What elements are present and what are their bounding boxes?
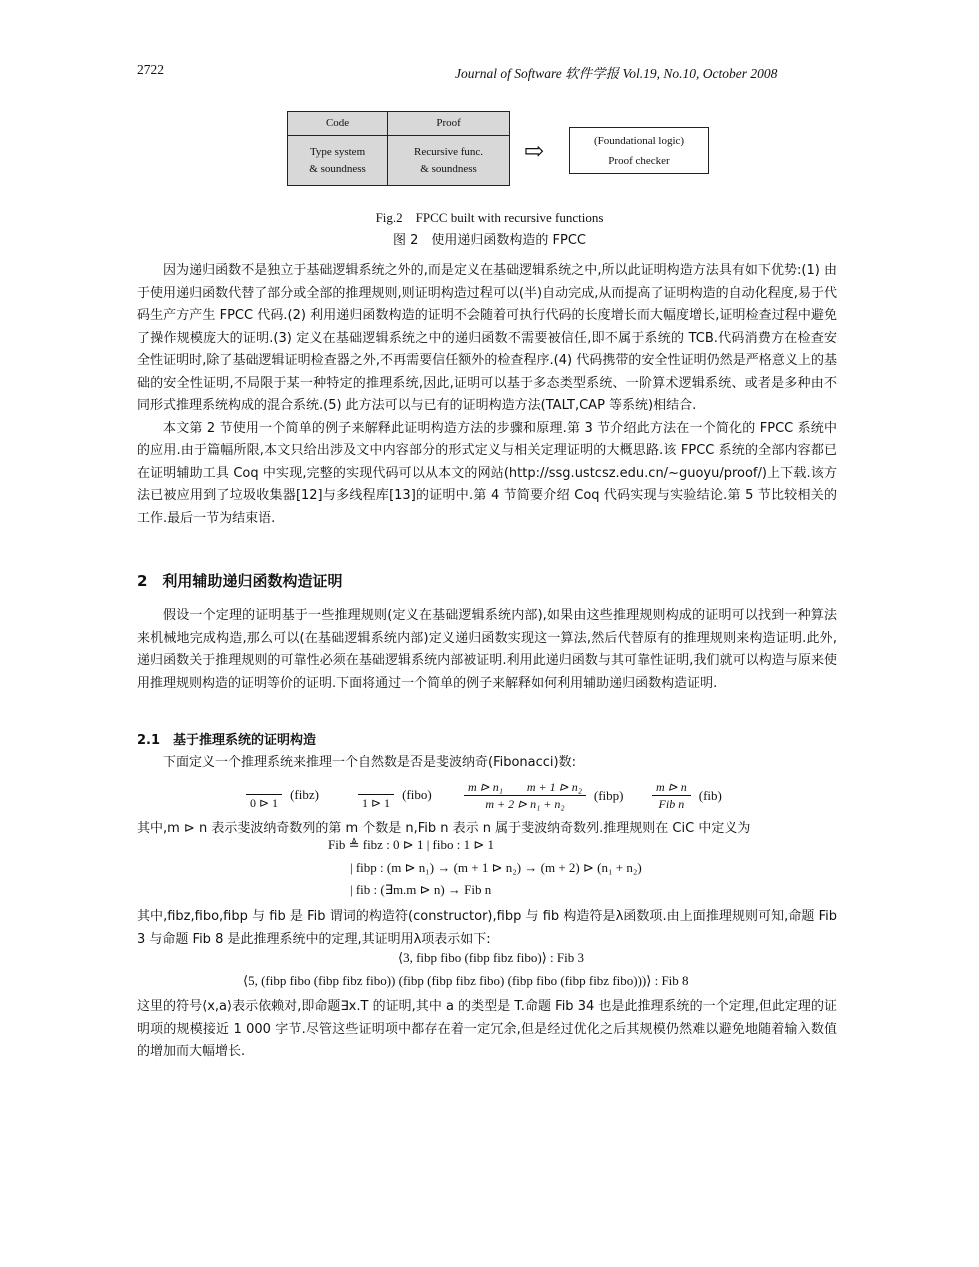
paragraph-section-2: 假设一个定理的证明基于一些推理规则(定义在基础逻辑系统内部),如果由这些推理规则构成的证明可以找到一种算法来机械地完成构造,那么可以(在基础逻辑系统内部)定义递归函数实现这一算法,然后代替原有的推理规则来构造证明.此外,递归函数关于推理规则的可靠性必须在基础逻辑系统内部被证明.利用此递归函数与其可靠性证明,我们就可以构造与原来使用推理规则构造的证明等价的证明.下面将通过一个简单的例子来解释如何利用辅助递归函数构造证明. bbox=[137, 608, 837, 691]
table-header-code: Code bbox=[288, 112, 388, 136]
type-system-line2: & soundness bbox=[309, 162, 366, 175]
recursive-line2: & soundness bbox=[420, 162, 477, 175]
body-paragraphs bbox=[137, 260, 837, 530]
rule-fibp-name: (fibp) bbox=[593, 787, 624, 803]
rule-fibz-premise bbox=[246, 779, 282, 795]
after-definition-text bbox=[137, 906, 837, 951]
proof-checker-box bbox=[569, 127, 709, 174]
rule-fibz-conclusion: 0 ⊳ 1 bbox=[250, 796, 279, 810]
paragraph-advantages: 因为递归函数不是独立于基础逻辑系统之外的,而是定义在基础逻辑系统之中,所以此证明构造方法具有如下优势:(1) 由于使用递归函数代替了部分或全部的推理规则,则证明构造过程可以(半)自动完成,从而提高了证明构造的自动化程度,易于代码生产方产生 FPCC 代码.(2) 利用递归函数构造的证明不会随着可执行代码的长度增长而大幅度增长,证明检查过程中避免了操作规模庞大的证明.(3) 定义在基础逻辑系统之中的递归函数不需要被信任,即不属于系统的 TCB.代码消费方在检查安全性证明时,除了基础逻辑证明检查器之外,不再需要信任额外的检查程序.(4) 代码携带的安全性证明仍然是严格意义上的基础的安全性证明,不局限于某一种特定的推理系统,因此,证明可以基于多态类型系统、一阶算术逻辑系统、或者是多种由不同形式推理系统构成的混合系统.(5) 此方法可以与已有的证明构造方法(TALT,CAP 等系统)相结合. bbox=[137, 263, 837, 413]
rule-fib-name: (fib) bbox=[698, 787, 722, 803]
figure-caption-en: Fig.2 FPCC built with recursive functions bbox=[375, 210, 604, 225]
rule-fib-conclusion: Fib n bbox=[658, 797, 685, 811]
figure-table bbox=[287, 111, 510, 186]
page-number: 2722 bbox=[137, 62, 164, 77]
type-system-line1: Type system bbox=[309, 145, 366, 158]
rule-fibz-name: (fibz) bbox=[290, 787, 319, 802]
rule-fibp-fraction bbox=[464, 779, 586, 812]
rule-fibo bbox=[358, 779, 432, 811]
section-2-body bbox=[137, 605, 837, 695]
paragraph-intro: 下面定义一个推理系统来推理一个自然数是否是斐波纳奇(Fibonacci)数: bbox=[163, 755, 576, 770]
rule-fibo-conclusion: 1 ⊳ 1 bbox=[362, 796, 391, 810]
rule-fibz bbox=[246, 779, 319, 811]
rule-fibo-fraction bbox=[358, 779, 394, 811]
closing-text bbox=[137, 996, 837, 1064]
figure-caption-zh: 图 2 使用递归函数构造的 FPCC bbox=[392, 233, 586, 248]
table-cell-recursive bbox=[388, 136, 510, 186]
proof-fib3: ⟨3, fibp fibo (fibp fibz fibo)⟩ : Fib 3 bbox=[398, 950, 584, 965]
rule-fibp-premise: m ⊳ n₁ m + 1 ⊳ n₂ bbox=[464, 779, 586, 796]
paragraph-after-definition: 其中,fibz,fibo,fibp 与 fib 是 Fib 谓词的构造符(constructor),fibp 与 fib 构造符是λ函数项.由上面推理规则可知,命题 Fib 3 与命题 Fib 8 是此推理系统中的定理,其证明用λ项表示如下: bbox=[137, 909, 837, 947]
recursive-line1: Recursive func. bbox=[414, 145, 484, 158]
checker-line2: Proof checker bbox=[608, 155, 670, 167]
section-2-1-intro bbox=[137, 752, 837, 775]
proof-fib8: ⟨5, (fibp fibo (fibp fibz fibo)) (fibp (fibp fibz fibo) (fibp fibo (fibp fibz fibo)))⟩ : Fib 8 bbox=[243, 973, 689, 988]
paragraph-outline: 本文第 2 节使用一个简单的例子来解释此证明构造方法的步骤和原理.第 3 节介绍此方法在一个简化的 FPCC 系统中的应用.由于篇幅所限,本文只给出涉及文中内容部分的形式定义与相关定理证明的大概思路.该 FPCC 系统的全部内容都已在证明辅助工具 Coq 中实现,完整的实现代码可以从本文的网站(http://ssg.ustcsz.edu.cn/~guoyu/proof/)上下载.该方法已被应用到了垃圾收集器[12]与多线程库[13]的证明中.第 4 节简要介绍 Coq 代码实现与实验结论.第 5 节比较相关的工作.最后一节为结束语. bbox=[137, 420, 837, 526]
paragraph-closing: 这里的符号⟨x,a⟩表示依赖对,即命题∃x.T 的证明,其中 a 的类型是 T.命题 Fib 34 也是此推理系统的一个定理,但此定理的证明项的规模接近 1 000 字节.尽管这些证明项中都存在着一定冗余,但是经过优化之后其规模仍然难以避免地随着输入数值的增加而大幅增长. bbox=[137, 999, 837, 1059]
section-2-1-title: 2.1 基于推理系统的证明构造 bbox=[137, 733, 317, 748]
rule-fibp bbox=[464, 779, 624, 812]
journal-header: Journal of Software 软件学报 Vol.19, No.10, October 2008 bbox=[455, 66, 778, 81]
rule-fibp-conclusion: m + 2 ⊳ n₁ + n₂ bbox=[485, 797, 565, 811]
rule-fib bbox=[652, 779, 722, 812]
paragraph-after-rules: 其中,m ⊳ n 表示斐波纳奇数列的第 m 个数是 n,Fib n 表示 n 属于斐波纳奇数列.推理规则在 CiC 中定义为 bbox=[137, 821, 751, 836]
table-header-proof: Proof bbox=[388, 112, 510, 136]
checker-line1: (Foundational logic) bbox=[593, 135, 685, 147]
rule-fibo-premise bbox=[358, 779, 394, 795]
table-cell-type-system bbox=[288, 136, 388, 186]
section-2-title: 2 利用辅助递归函数构造证明 bbox=[137, 572, 343, 590]
definition-line-2: | fibp : (m ⊳ n₁) → (m + 1 ⊳ n₂) → (m + 2) ⊳ (n₁ + n₂) bbox=[350, 860, 642, 875]
definition-line-1: Fib ≜ fibz : 0 ⊳ 1 | fibo : 1 ⊳ 1 bbox=[328, 837, 494, 852]
rule-fibz-fraction bbox=[246, 779, 282, 811]
rule-fibo-name: (fibo) bbox=[402, 787, 432, 802]
rule-fib-fraction bbox=[652, 779, 691, 812]
arrow-icon: ⇨ bbox=[524, 137, 545, 165]
definition-line-3: | fib : (∃m.m ⊳ n) → Fib n bbox=[350, 882, 492, 897]
rule-fib-premise: m ⊳ n bbox=[652, 779, 691, 796]
